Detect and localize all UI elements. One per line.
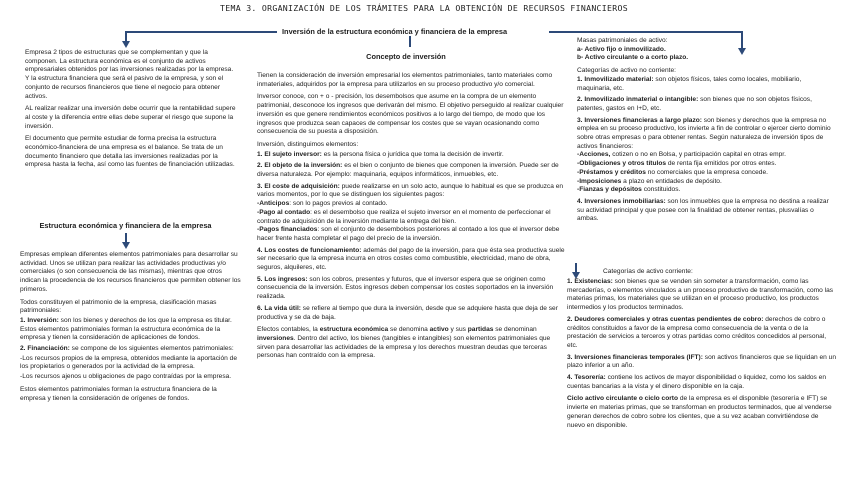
connector-middle-vertical [409, 36, 411, 47]
middle-paragraph: Inversión, distinguimos elementos: [257, 140, 359, 148]
payment-label: -Pagos financiados [257, 226, 318, 234]
no-corriente-title: Categorías de activo no corriente: [577, 67, 676, 75]
financial-asset-item [577, 178, 831, 187]
right-column-bottom [567, 278, 838, 434]
element-item [257, 276, 566, 302]
item-label: 2. Inmovilizado inmaterial o intangible: [577, 96, 699, 104]
text-segment: Efectos contables, la [257, 326, 320, 334]
item-text: derechos de cobro o créditos constituidos a favor de la empresa como consecuencia de la venta o de la prestación de servicios a terceros y otras partidas como créditos concedidos al personal, etc. [567, 315, 827, 349]
corriente-title: Categorías de activo corriente: [603, 268, 693, 275]
element-label: 5. Los ingresos: [257, 275, 308, 283]
no-corriente-item [577, 117, 831, 152]
corriente-item [567, 278, 838, 313]
item-text: no comerciales que la empresa concede. [645, 168, 768, 176]
left-intro-paragraph: AL realizar realizar una inversión debe ocurrir que la rentabilidad supere al coste y la diferencia entre ellas debe superar el riesgo que supone la inversión. [25, 105, 236, 130]
inversion-text: son los bienes y derechos de los que la empresa es titular. Estos elementos patrimoniales forman la estructura económica de la empresa y tienen la consideración de aplicaciones de fondos. [20, 316, 232, 342]
item-text: son bienes y derechos que la empresa no emplea en su proceso productivo, los invierte a fin de controlar o ejercer cierto dominio sobre otras empresas o para obtener rentas. Según naturaleza de inversión tipos de activos financieros: [577, 116, 831, 150]
element-label: 2. El objeto de la inversión: [257, 162, 343, 170]
financiacion-label: 2. Financiación: [20, 345, 70, 353]
middle-closing-paragraph [257, 326, 566, 361]
corriente-item [567, 374, 838, 391]
item-text: son objetos físicos, tales como locales, mobiliario, maquinaria, etc. [577, 75, 802, 92]
financial-asset-item [577, 160, 831, 169]
left-intro-paragraph: El documento que permite estudiar de forma precisa la estructura económico-financiera de una empresa es el balance. Se trata de un documento financiero que detalla las inversiones realizadas por la empresa hasta la fecha, así como las fuentes de financiación utilizadas. [25, 135, 235, 169]
connector-right-horizontal [549, 31, 742, 33]
financiacion-item [20, 345, 242, 354]
left-column [25, 49, 236, 174]
element-text: es la persona física o jurídica que toma la decisión de invertir. [321, 150, 504, 158]
arrow-down-icon [122, 41, 130, 48]
item-label: 2. Deudores comerciales y otras cuentas pendientes de cobro: [567, 315, 764, 323]
no-corriente-item [577, 76, 831, 93]
corriente-item [567, 316, 838, 351]
middle-section-heading: Concepto de inversión [366, 52, 446, 61]
payment-text: : son lo pagos previos al contado. [289, 200, 388, 208]
item-text: son bienes que no son objetos físicos, patentes, gastos en I+D, etc. [577, 96, 812, 112]
ciclo-text: de la empresa es el disponible (tesorería e IFT) se invierte en materias primas, que se transforman en productos terminados, que al venderse generan derechos de cobro sobre los clientes, que a su vez acaban convirtiéndose de nuevo en disponible. [567, 395, 832, 429]
item-label: -Préstamos y créditos [577, 168, 646, 176]
arrow-down-icon [122, 242, 130, 249]
connector-left-horizontal [125, 31, 277, 33]
masas-item: b- Activo circulante o a corto plazo. [577, 54, 689, 62]
middle-paragraph: Inversor conoce, con + o - precisión, los desembolsos que asume en la compra de un elemento patrimonial, desconoce los ingresos que derivarán del mismo. El objetivo perseguido al realizar cualquier inversión es que genere rendimientos económicos positivos a lo largo del tiempo, de modo que los ingresos que produzca sean capaces de compensar los costes que se vayan ocasionando como consecuencia de su puesta a disposición. [257, 93, 564, 136]
element-item [257, 305, 566, 322]
financiacion-sub-item: -Los recursos propios de la empresa, obtenidos mediante la aportación de los propietarios o generados por la actividad de la empresa. [20, 354, 237, 371]
page-title: TEMA 3. ORGANIZACIÓN DE LOS TRÁMITES PARA LA OBTENCIÓN DE RECURSOS FINANCIEROS [220, 3, 628, 13]
payment-text: : son el conjunto de desembolsos posteriores al contado a los que el inversor debe hacer frente hasta completar el pago del precio de la inversión. [257, 226, 560, 242]
item-text: son bienes que se venden sin someter a transformación, como las mercaderías, o elementos vinculados a un proceso productivo de transformación, como las materias primas, los materiales que se utilizan en el proceso productivo, los productos intermedios y los productos terminados. [567, 278, 834, 312]
element-item [257, 151, 566, 160]
element-label: 6. La vida útil: [257, 304, 301, 312]
financiacion-text: se compone de los siguientes elementos patrimoniales: [69, 345, 234, 353]
left-paragraph: Todos constituyen el patrimonio de la empresa, clasificación masas patrimoniales: [20, 298, 217, 315]
item-text: contiene los activos de mayor disponibilidad o liquidez, como los saldos en cuentas bancarias a la vista y el dinero disponible en la caja. [567, 374, 827, 390]
element-text: se refiere al tiempo que dura la inversión, desde que se adquiere hasta que deja de ser productiva y se da de baja. [257, 304, 558, 321]
ciclo-label: Ciclo activo circulante o ciclo corto [567, 395, 679, 403]
payment-item [257, 209, 566, 226]
item-label: 1. Existencias: [567, 278, 613, 285]
item-label: -Acciones, [577, 151, 611, 159]
no-corriente-item [577, 96, 831, 113]
left-paragraph: Estos elementos patrimoniales forman la estructura financiera de la empresa y tienen la consideración de orígenes de fondos. [20, 385, 217, 402]
inversion-item [20, 317, 242, 343]
left-paragraph: Empresas emplean diferentes elementos patrimoniales para desarrollar su actividad. Unos se utilizan para realizar las actividades productivas y/o comerciales (o son consecuencia de las mismas), mientras que otros indican la procedencia de los recursos financieros que permiten obtener los primeros. [20, 251, 241, 293]
item-text: son activos financieros que se liquidan en un plazo inferior a un año. [567, 353, 837, 370]
item-label: -Fianzas y depósitos [577, 186, 642, 194]
item-label: 4. Tesorería: [567, 374, 606, 382]
element-text: además del pago de la inversión, para que ésta sea productiva suele ser necesario que la empresa incurra en otros costes como combustible, electricidad, mano de obra, seguros, alquileres, etc. [257, 246, 565, 272]
item-label: 4. Inversiones inmobiliarias: [577, 197, 666, 205]
payment-item [257, 200, 566, 209]
text-segment: se denomina [388, 326, 430, 334]
item-text: cotizen o no en Bolsa, y participación capital en otras empr. [610, 151, 786, 159]
item-label: 3. Inversiones financieras temporales (IFT): [567, 353, 703, 361]
item-label: 1. Inmovilizado material: [577, 75, 654, 83]
left-column-body [20, 251, 242, 407]
element-label: 3. El coste de adquisición: [257, 182, 340, 190]
left-section-heading: Estructura económica y financiera de la empresa [39, 221, 212, 230]
financial-asset-item [577, 151, 831, 160]
financial-asset-item [577, 169, 831, 178]
text-segment: estructura económica [319, 326, 389, 334]
text-segment: . Dentro del activo, los bienes (tangibles e intangibles) son elementos patrimoniales que sirven para desarrollar las actividades de la empresa y los derechos muestran deudas que terceras personas han contraído con la empresa. [257, 334, 551, 360]
middle-column [257, 72, 566, 365]
payment-label: -Anticipos [257, 200, 290, 208]
element-item [257, 183, 566, 200]
element-item [257, 247, 566, 273]
payment-item [257, 226, 566, 243]
masas-title: Masas patrimoniales de activo: [577, 37, 668, 44]
text-segment: partidas [467, 326, 494, 334]
item-label: 3. Inversiones financieras a largo plazo: [577, 116, 702, 124]
middle-paragraph: Tienen la consideración de inversión empresarial los elementos patrimoniales, tanto materiales como inmateriales, adquiridos por la empresa para utilizarlos en su proceso productivo y/o comercial. [257, 72, 553, 88]
item-label: -Imposiciones [577, 177, 622, 185]
payment-text: : es el desembolso que realiza el sujeto inversor en el momento de perfeccionar el contrato de adquisición de la inversión mediante la entrega del bien. [257, 208, 551, 225]
no-corriente-item [577, 198, 831, 224]
element-text: es el bien o conjunto de bienes que componen la inversión. Puede ser de diversa naturaleza. Por ejemplo: maquinaria, equipos informáticos, inmuebles, etc. [257, 162, 559, 179]
item-text: a plazo en entidades de depósito. [621, 177, 722, 185]
text-segment: y sus [448, 326, 468, 334]
item-text: constituidos. [641, 186, 681, 194]
text-segment: activo [429, 326, 449, 334]
item-text: de renta fija emitidos por otros entes. [666, 160, 777, 168]
left-intro-paragraph: Empresa 2 tipos de estructuras que se complementan y que la componen. La estructura económica es el conjunto de activos empresariales obtenidos por las inversiones realizadas por la empresa. Y la estructura financiera que será el pasivo de la empresa, y son el conjunto de recursos financieros que tiene el negocio para obtener activos. [25, 49, 234, 100]
main-heading: Inversión de la estructura económica y financiera de la empresa [282, 27, 508, 36]
item-label: -Obligaciones y otros títulos [577, 160, 667, 168]
right-column [577, 37, 831, 228]
element-label: 1. El sujeto inversor: [257, 150, 322, 158]
ciclo-paragraph [567, 395, 838, 430]
financiacion-sub-item: -Los recursos ajenos u obligaciones de pago contraídas por la empresa. [20, 373, 232, 381]
element-item [257, 162, 566, 179]
element-label: 4. Los costes de funcionamiento: [257, 246, 362, 254]
financial-asset-item [577, 186, 831, 195]
text-segment: se denominan [493, 326, 537, 334]
element-text: son los cobros, presentes y futuros, que el inversor espera que se originen como consecuencia de la inversión. Estos ingresos deben compensar los costes soportados en la inversión realizada. [257, 275, 554, 301]
masas-item: a- Activo fijo o inmovilizado. [577, 45, 666, 53]
text-segment: inversiones [257, 334, 294, 342]
item-text: son los inmuebles que la empresa no destina a realizar su actividad principal y que posee con la finalidad de obtener rentas, plusvalías o ambas. [577, 197, 829, 223]
element-text: puede realizarse en un solo acto, aunque lo habitual es que se produzca en varios momentos, por lo que se distinguen los siguientes pagos: [257, 182, 564, 199]
inversion-label: 1. Inversión: [20, 316, 59, 324]
corriente-item [567, 354, 838, 371]
payment-label: -Pago al contado [257, 208, 311, 216]
